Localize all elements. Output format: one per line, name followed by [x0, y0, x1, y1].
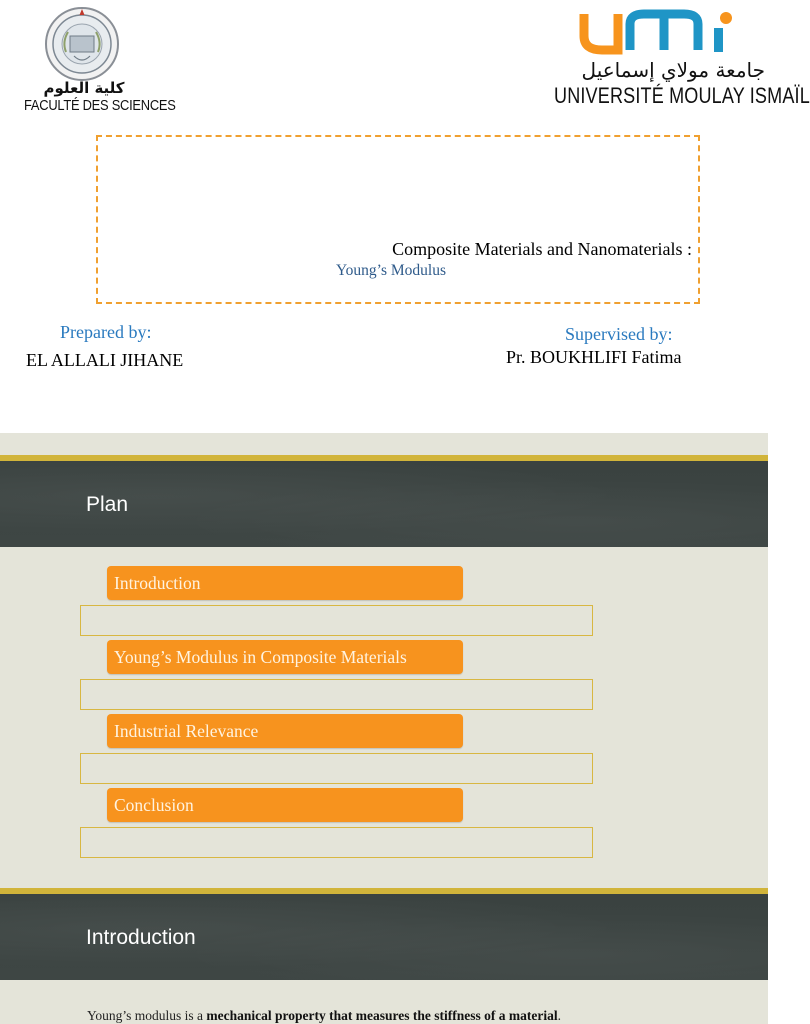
faculty-latin-name: FACULTÉ DES SCIENCES	[24, 97, 176, 114]
presentation-title: Composite Materials and Nanomaterials :	[392, 239, 692, 259]
faculty-arabic-name: كلية العلوم	[43, 79, 125, 97]
plan-item-conclusion[interactable]	[107, 788, 463, 822]
university-latin-name: UNIVERSITÉ MOULAY ISMAÏL	[554, 83, 810, 108]
plan-item-outline	[80, 679, 593, 710]
plan-item-outline	[80, 753, 593, 784]
umi-logo-icon	[578, 10, 778, 60]
author-name: EL ALLALI JIHANE	[26, 350, 184, 370]
plan-item-label: Introduction	[114, 573, 201, 593]
plan-item-outline	[80, 605, 593, 636]
plan-item-industrial-relevance[interactable]	[107, 714, 463, 748]
plan-slide	[0, 433, 768, 888]
supervised-by-label: Supervised by:	[565, 324, 673, 344]
plan-item-label: Conclusion	[114, 795, 194, 815]
introduction-slide	[0, 888, 768, 1024]
plan-item-introduction[interactable]	[107, 566, 463, 600]
faculty-logo	[0, 0, 176, 125]
presentation-subtitle: Young’s Modulus	[336, 262, 446, 279]
prepared-by-label: Prepared by:	[60, 322, 152, 342]
faculty-seal-icon	[44, 6, 120, 82]
plan-item-outline	[80, 827, 593, 858]
plan-heading: Plan	[86, 493, 129, 516]
supervisor-name: Pr. BOUKHLIFI Fatima	[506, 347, 682, 367]
introduction-heading: Introduction	[86, 926, 196, 949]
intro-text-end: .	[557, 1008, 561, 1023]
intro-text-bold: mechanical property that measures the stiffness of a material	[206, 1008, 558, 1023]
introduction-body	[87, 1008, 561, 1024]
title-slide	[0, 0, 810, 433]
plan-item-youngs-modulus[interactable]	[107, 640, 463, 674]
plan-item-label: Industrial Relevance	[114, 721, 259, 741]
introduction-header-bar	[0, 888, 768, 980]
plan-header-bar	[0, 455, 768, 547]
intro-text-start: Young’s modulus is a	[87, 1008, 207, 1023]
title-placeholder-box	[96, 135, 700, 304]
university-arabic-name: جامعة مولاي إسماعيل	[581, 58, 765, 82]
plan-item-label: Young’s Modulus in Composite Materials	[114, 647, 407, 667]
